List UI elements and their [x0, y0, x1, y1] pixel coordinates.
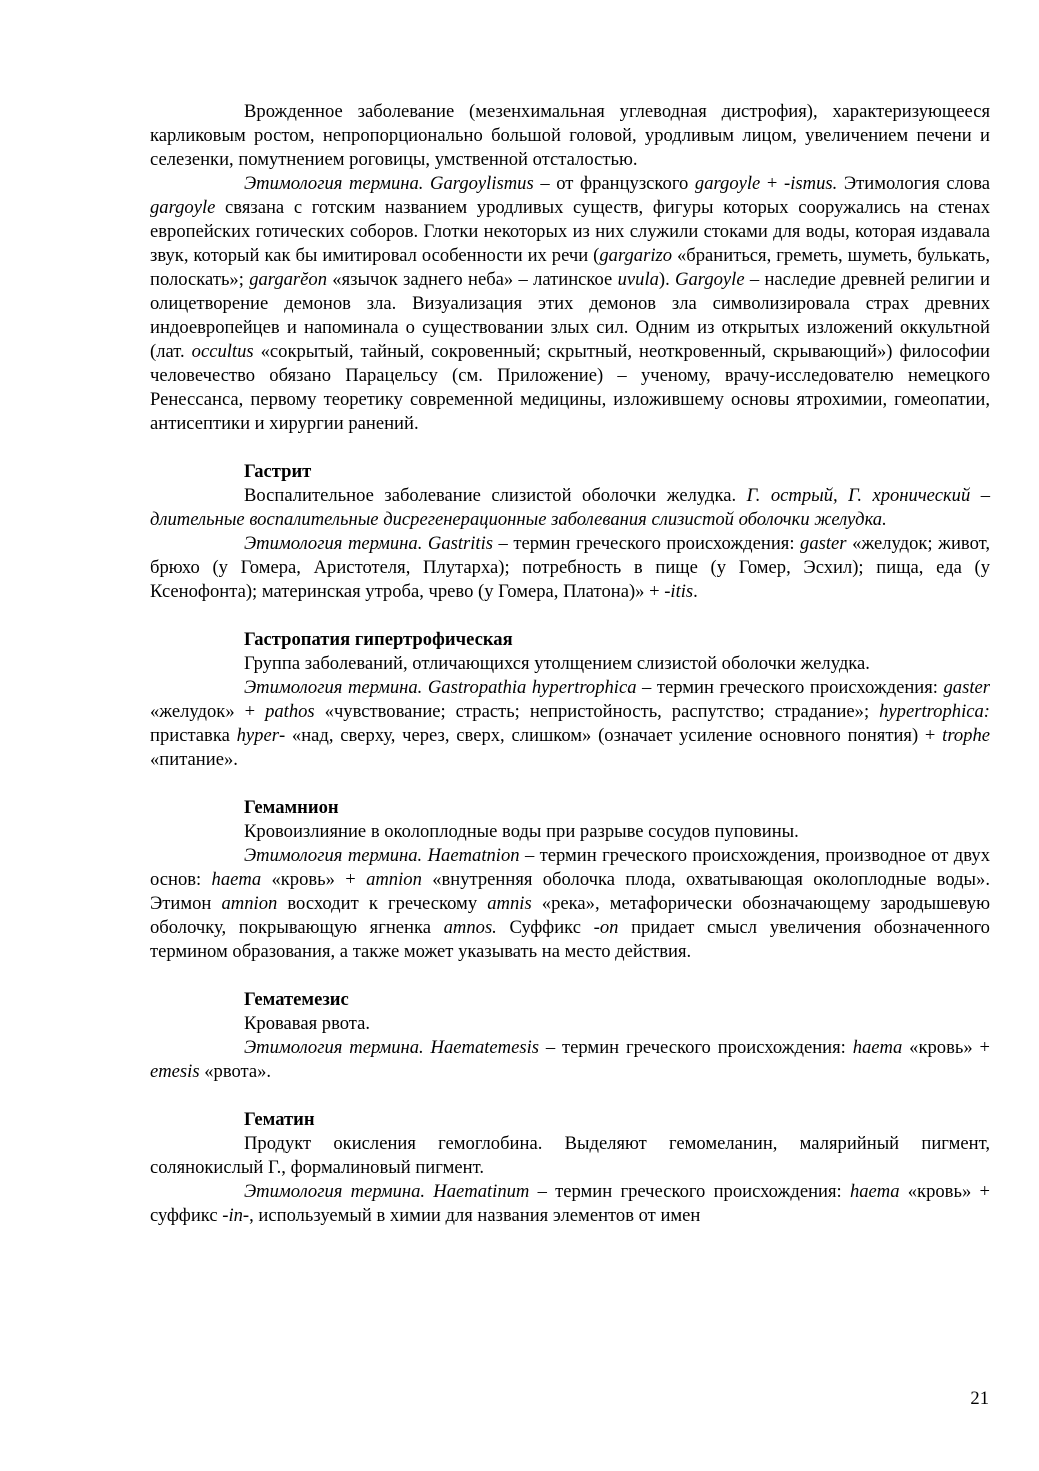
page-number: 21 — [970, 1388, 989, 1409]
entry-etymology — [150, 1036, 990, 1084]
entry-gastritis — [150, 460, 990, 604]
entry-gastropathy — [150, 628, 990, 772]
text-run: «чувствование; страсть; непристойность, распутство; страдание»; — [314, 701, 880, 722]
entry-etymology — [150, 676, 990, 772]
italic-run: pathos — [265, 701, 315, 722]
text-run: Продукт окисления гемоглобина. Выделяют гемомеланин, малярийный пигмент, солянокислый Г., формалиновый пигмент. — [150, 1133, 990, 1178]
italic-run: gaster — [800, 533, 847, 554]
italic-run: Г. острый, Г. хронический – длительные воспалительные дисрегенерационные заболевания слизистой оболочки желудка. — [150, 485, 991, 530]
text-run: восходит к греческому — [277, 893, 488, 914]
entry-definition — [150, 1012, 990, 1036]
page-content — [150, 100, 990, 1228]
entry-term: Гастрит — [244, 461, 312, 482]
text-run: Кровоизлияние в околоплодные воды при разрыве сосудов пуповины. — [244, 821, 799, 842]
text-run: Воспалительное заболевание слизистой оболочки желудка. — [244, 485, 747, 506]
entry-etymology — [150, 844, 990, 964]
italic-run: Этимология термина. Haematinum — [244, 1181, 530, 1202]
text-run: «желудок; живот, брюхо (у Гомера, Аристотеля, Плутарха); потребность в пище (у Гомер, Эсхил); пища, еда (у Ксенофонта); материнская утроба, чрево (у Гомера, Платона)» + — [150, 533, 991, 602]
text-run: «река», метафорически обозначающему зародышевую оболочку, покрывающую ягненка — [150, 893, 990, 938]
italic-run: emesis — [150, 1061, 200, 1082]
italic-run: amnion — [366, 869, 422, 890]
italic-run: Этимология термина. Gastritis — [244, 533, 493, 554]
italic-run: haema — [849, 1181, 900, 1202]
text-run: «питание». — [150, 749, 238, 770]
italic-run: Этимология термина. Haematnion — [244, 845, 520, 866]
text-run: «рвота». — [199, 1061, 272, 1082]
italic-run: Этимология термина. Gargoylismus — [244, 173, 534, 194]
italic-run: Gargoyle — [675, 269, 745, 290]
italic-run: Этимология термина. Gastropathia hypertrophica — [244, 677, 637, 698]
text-run: – термин греческого происхождения, производное от двух основ: — [150, 845, 990, 890]
text-run: . — [693, 581, 698, 602]
entry-definition — [150, 820, 990, 844]
italic-run: occultus — [191, 341, 254, 362]
italic-run: amnion — [221, 893, 278, 914]
italic-run: hypertrophica: — [879, 701, 990, 722]
italic-run: Этимология термина. Haematemesis — [244, 1037, 539, 1058]
italic-run: -on — [593, 917, 619, 938]
italic-run: amnos. — [443, 917, 497, 938]
entry-etymology — [150, 532, 990, 604]
text-run: приставка — [150, 725, 237, 746]
italic-run: amnis — [487, 893, 532, 914]
italic-run: gargarĕon — [249, 269, 328, 290]
text-run: «язычок заднего неба» – латинское — [327, 269, 618, 290]
text-run: – термин греческого происхождения: — [636, 677, 944, 698]
entry-term: Гематемезис — [244, 989, 349, 1010]
text-run: Группа заболеваний, отличающихся утолщением слизистой оболочки желудка. — [244, 653, 870, 674]
entry-hematemesis — [150, 988, 990, 1084]
italic-run: gargoyle — [694, 173, 761, 194]
text-run: «кровь» + — [902, 1037, 990, 1058]
text-run: – термин греческого происхождения: — [539, 1037, 853, 1058]
text-run: – термин греческого происхождения: — [529, 1181, 850, 1202]
text-run: – наследие древней религии и олицетворение демонов зла. Визуализация этих демонов зла символизировала страх древних индоевропейцев и напоминала о существовании злых сил. Одним из открытых изложений оккультной (лат. — [150, 269, 990, 362]
entry-etymology — [150, 1180, 990, 1228]
text-run: Кровавая рвота. — [244, 1013, 371, 1034]
entry-term: Гематин — [244, 1109, 315, 1130]
italic-run: haema — [211, 869, 262, 890]
text-run: «сокрытый, тайный, сокровенный; скрытный, неоткровенный, скрывающий») философии человечество обязано Парацельсу (см. Приложение) – ученому, врачу-исследователю немецкого Ренессанса, первому теоретику современной медицины, изложившему основы ятрохимии, гомеопатии, антисептики и хирургии ранений. — [150, 341, 990, 434]
italic-run: gargarizo — [599, 245, 673, 266]
text-run: , используемый в химии для названия элементов от имен — [249, 1205, 701, 1226]
text-run: ). — [658, 269, 676, 290]
italic-run: gaster — [943, 677, 990, 698]
text-run: - «над, сверху, через, сверх, слишком» (означает усиление основного понятия) + — [278, 725, 943, 746]
text-run: – термин греческого происхождения: — [493, 533, 801, 554]
text-run: + — [760, 173, 785, 194]
italic-run: -ismus. — [784, 173, 838, 194]
text-run: «кровь» + — [261, 869, 367, 890]
text-run: «внутренняя оболочка плода, охватывающая околоплодные воды». Этимон — [150, 869, 990, 914]
italic-run: hyper — [236, 725, 279, 746]
text-run: – от французского — [533, 173, 695, 194]
text-run: «кровь» + суффикс — [150, 1181, 990, 1226]
italic-run: -in- — [222, 1205, 250, 1226]
text-run: «браниться, греметь, шуметь, булькать, полоскать»; — [150, 245, 990, 290]
text-run: связана с готским названием уродливых существ, фигуры которых сооружались на стенах европейских готических соборов. Глотки некоторых из них служили стоками для воды, которая издавала звук, который как бы имитировал особенности их речи ( — [150, 197, 990, 266]
entry-definition — [150, 652, 990, 676]
entry-hematin — [150, 1108, 990, 1228]
italic-run: -itis — [664, 581, 694, 602]
text-run: придает смысл увеличения обозначенного термином образования, а также может указывать на место действия. — [150, 917, 990, 962]
text-run: Суффикс — [496, 917, 594, 938]
intro-etymology — [150, 172, 990, 436]
italic-run: haema — [852, 1037, 903, 1058]
entry-term: Гемамнион — [244, 797, 339, 818]
italic-run: uvula — [617, 269, 659, 290]
entry-definition — [150, 1132, 990, 1180]
entry-term: Гастропатия гипертрофическая — [244, 629, 513, 650]
text-run: Этимология слова — [837, 173, 990, 194]
entry-definition — [150, 484, 990, 532]
entry-hemamnion — [150, 796, 990, 964]
italic-run: gargoyle — [150, 197, 216, 218]
text-run: «желудок» + — [150, 701, 266, 722]
intro-definition: Врожденное заболевание (мезенхимальная углеводная дистрофия), характеризующееся карликовым ростом, непропорционально большой головой, уродливым лицом, увеличением печени и селезенки, помутнением роговицы, умственной отсталостью. — [150, 101, 990, 170]
italic-run: trophe — [942, 725, 991, 746]
